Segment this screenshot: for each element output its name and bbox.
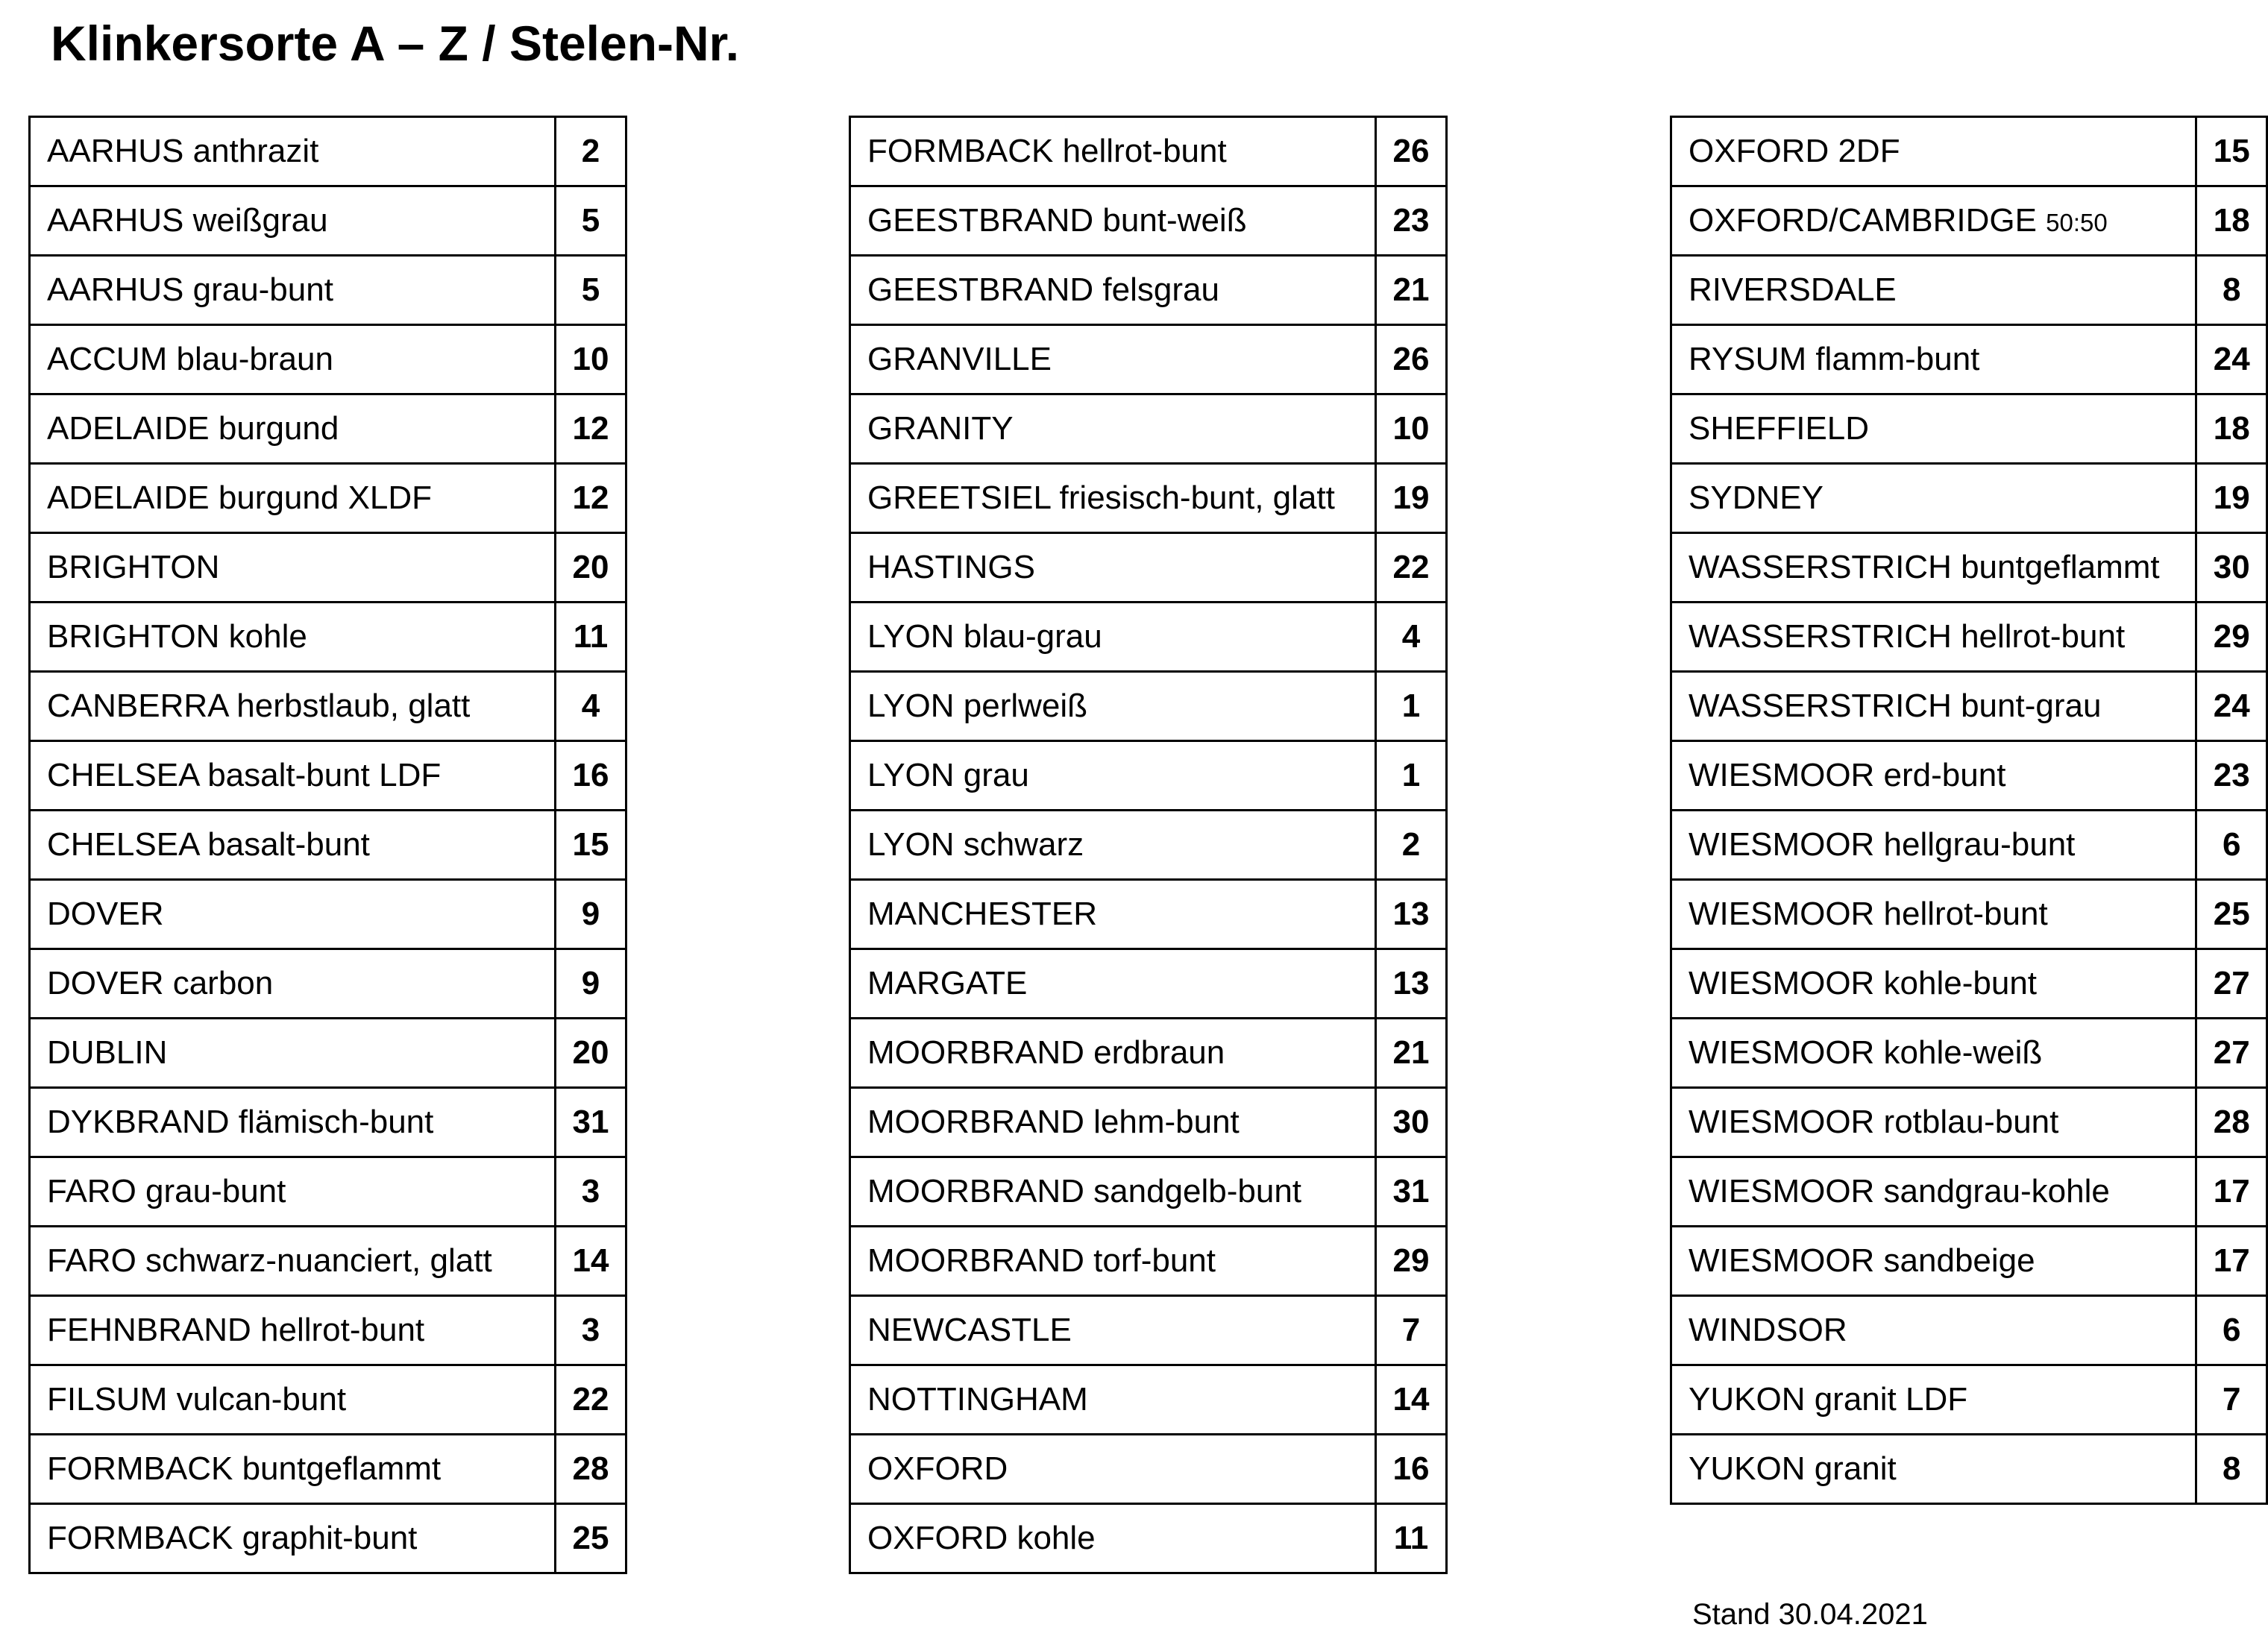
stelen-nr: 31 <box>1376 1157 1447 1227</box>
brick-name-cell <box>30 1088 556 1157</box>
stelen-nr: 11 <box>556 603 626 672</box>
stelen-nr: 8 <box>2196 256 2267 325</box>
stelen-nr: 1 <box>1376 672 1447 741</box>
stelen-nr: 26 <box>1376 325 1447 394</box>
brick-name: LYON grau <box>867 757 1029 793</box>
stelen-nr: 20 <box>556 533 626 603</box>
stelen-nr: 24 <box>2196 325 2267 394</box>
brick-name: WINDSOR <box>1689 1312 1847 1348</box>
brick-name: WIESMOOR hellgrau-bunt <box>1689 826 2076 863</box>
stelen-nr: 4 <box>556 672 626 741</box>
stelen-nr: 7 <box>1376 1296 1447 1365</box>
brick-name-cell <box>1671 1296 2196 1365</box>
brick-name: FORMBACK graphit-bunt <box>47 1520 418 1556</box>
brick-name-cell <box>850 533 1376 603</box>
stelen-nr: 21 <box>1376 1019 1447 1088</box>
table-row <box>850 1365 1447 1435</box>
brick-name-cell <box>30 741 556 811</box>
brick-name-cell <box>30 949 556 1019</box>
brick-name: NOTTINGHAM <box>867 1381 1088 1418</box>
brick-name-cell <box>850 1019 1376 1088</box>
brick-name-cell <box>30 1019 556 1088</box>
table-row <box>30 1365 626 1435</box>
table-row <box>30 1504 626 1573</box>
brick-name: ADELAIDE burgund XLDF <box>47 479 433 516</box>
stelen-nr: 26 <box>1376 117 1447 186</box>
table-row <box>1671 1157 2267 1227</box>
brick-name: AARHUS anthrazit <box>47 133 319 169</box>
stelen-nr: 7 <box>2196 1365 2267 1435</box>
brick-name: LYON perlweiß <box>867 688 1088 724</box>
stelen-nr: 12 <box>556 464 626 533</box>
brick-name: CHELSEA basalt-bunt LDF <box>47 757 442 793</box>
stelen-nr: 18 <box>2196 186 2267 256</box>
table-row <box>1671 256 2267 325</box>
brick-name-cell <box>1671 1088 2196 1157</box>
brick-name-cell <box>850 672 1376 741</box>
brick-name-cell <box>1671 1157 2196 1227</box>
stelen-nr: 18 <box>2196 394 2267 464</box>
stelen-nr: 9 <box>556 880 626 949</box>
stelen-nr: 2 <box>556 117 626 186</box>
stelen-nr: 13 <box>1376 949 1447 1019</box>
table-row <box>1671 811 2267 880</box>
table-row <box>30 117 626 186</box>
brick-name: FARO grau-bunt <box>47 1173 286 1210</box>
brick-name-cell <box>850 1088 1376 1157</box>
brick-name-cell <box>30 325 556 394</box>
stelen-nr: 11 <box>1376 1504 1447 1573</box>
brick-name-cell <box>1671 256 2196 325</box>
brick-name-cell <box>850 1157 1376 1227</box>
stelen-nr: 1 <box>1376 741 1447 811</box>
brick-name-cell <box>30 464 556 533</box>
brick-name-cell <box>30 880 556 949</box>
brick-name-suffix: 50:50 <box>2046 209 2108 236</box>
stelen-nr: 6 <box>2196 811 2267 880</box>
brick-name: AARHUS grau-bunt <box>47 271 333 308</box>
stelen-nr: 28 <box>556 1435 626 1504</box>
brick-name-cell <box>1671 186 2196 256</box>
table-row <box>30 256 626 325</box>
brick-name-cell <box>850 1435 1376 1504</box>
brick-name-cell <box>30 256 556 325</box>
brick-name-cell <box>1671 1365 2196 1435</box>
stelen-nr: 25 <box>2196 880 2267 949</box>
brick-name: DYKBRAND flämisch-bunt <box>47 1104 434 1140</box>
table-row <box>850 1157 1447 1227</box>
brick-name-cell <box>1671 394 2196 464</box>
stelen-nr: 29 <box>2196 603 2267 672</box>
brick-name: LYON blau-grau <box>867 618 1102 655</box>
table-row <box>30 811 626 880</box>
brick-name: DOVER carbon <box>47 965 274 1001</box>
brick-name: CANBERRA herbstlaub, glatt <box>47 688 471 724</box>
stelen-nr: 17 <box>2196 1227 2267 1296</box>
table-row <box>1671 117 2267 186</box>
table-row <box>1671 880 2267 949</box>
table-row <box>30 1435 626 1504</box>
brick-name-cell <box>850 1296 1376 1365</box>
brick-name: GREETSIEL friesisch-bunt, glatt <box>867 479 1335 516</box>
brick-name: GEESTBRAND bunt-weiß <box>867 202 1247 239</box>
brick-name: YUKON granit LDF <box>1689 1381 1968 1418</box>
table-row <box>30 949 626 1019</box>
stelen-nr: 3 <box>556 1157 626 1227</box>
stelen-nr: 15 <box>2196 117 2267 186</box>
brick-name: WIESMOOR rotblau-bunt <box>1689 1104 2059 1140</box>
brick-name-cell <box>30 394 556 464</box>
brick-name: OXFORD/CAMBRIDGE <box>1689 202 2037 239</box>
table-row <box>1671 603 2267 672</box>
brick-name: MOORBRAND lehm-bunt <box>867 1104 1240 1140</box>
brick-name: NEWCASTLE <box>867 1312 1072 1348</box>
stelen-nr: 19 <box>2196 464 2267 533</box>
table-row <box>30 1296 626 1365</box>
brick-name: WIESMOOR sandgrau-kohle <box>1689 1173 2110 1210</box>
stelen-nr: 13 <box>1376 880 1447 949</box>
table-row <box>1671 741 2267 811</box>
table-row <box>850 464 1447 533</box>
brick-name: WIESMOOR hellrot-bunt <box>1689 896 2048 932</box>
brick-name: WASSERSTRICH buntgeflammt <box>1689 549 2160 585</box>
stelen-nr: 14 <box>556 1227 626 1296</box>
brick-name-cell <box>850 811 1376 880</box>
stelen-nr: 16 <box>1376 1435 1447 1504</box>
stelen-nr: 12 <box>556 394 626 464</box>
table-row <box>30 1088 626 1157</box>
brick-name: FORMBACK hellrot-bunt <box>867 133 1227 169</box>
table-row <box>1671 1296 2267 1365</box>
table-row <box>850 741 1447 811</box>
stelen-nr: 30 <box>1376 1088 1447 1157</box>
brick-name-cell <box>850 186 1376 256</box>
brick-name-cell <box>30 672 556 741</box>
brick-name-cell <box>1671 741 2196 811</box>
brick-name: WIESMOOR kohle-weiß <box>1689 1034 2043 1071</box>
brick-name-cell <box>1671 949 2196 1019</box>
brick-name: GEESTBRAND felsgrau <box>867 271 1219 308</box>
stelen-nr: 31 <box>556 1088 626 1157</box>
stelen-nr: 28 <box>2196 1088 2267 1157</box>
stelen-nr: 10 <box>1376 394 1447 464</box>
table-row <box>850 186 1447 256</box>
brick-name: DOVER <box>47 896 164 932</box>
table-row <box>1671 1435 2267 1504</box>
stelen-nr: 19 <box>1376 464 1447 533</box>
stelen-nr: 4 <box>1376 603 1447 672</box>
brick-name: CHELSEA basalt-bunt <box>47 826 370 863</box>
brick-name: SYDNEY <box>1689 479 1823 516</box>
table-row <box>850 117 1447 186</box>
brick-name-cell <box>1671 672 2196 741</box>
brick-name: WASSERSTRICH bunt-grau <box>1689 688 2102 724</box>
brick-name-cell <box>30 1227 556 1296</box>
table-row <box>850 880 1447 949</box>
brick-name-cell <box>30 1504 556 1573</box>
brick-name: WIESMOOR sandbeige <box>1689 1242 2035 1279</box>
brick-name-cell <box>30 117 556 186</box>
brick-name: MARGATE <box>867 965 1028 1001</box>
brick-name-cell <box>30 1435 556 1504</box>
table-row <box>1671 672 2267 741</box>
stelen-nr: 29 <box>1376 1227 1447 1296</box>
brick-name-cell <box>30 533 556 603</box>
table-row <box>850 949 1447 1019</box>
brick-name: DUBLIN <box>47 1034 168 1071</box>
brick-name-cell <box>30 186 556 256</box>
brick-name-cell <box>30 603 556 672</box>
brick-name-cell <box>30 1365 556 1435</box>
table-row <box>850 672 1447 741</box>
table-row <box>850 256 1447 325</box>
table-row <box>850 811 1447 880</box>
stelen-nr: 2 <box>1376 811 1447 880</box>
stelen-nr: 27 <box>2196 949 2267 1019</box>
table-row <box>1671 186 2267 256</box>
table-row <box>850 1019 1447 1088</box>
table-row <box>1671 1088 2267 1157</box>
stelen-nr: 5 <box>556 186 626 256</box>
table-row <box>30 880 626 949</box>
table-row <box>1671 325 2267 394</box>
stand-date: Stand 30.04.2021 <box>1692 1598 1928 1631</box>
stelen-nr: 3 <box>556 1296 626 1365</box>
brick-name-cell <box>30 811 556 880</box>
brick-name-cell <box>850 1365 1376 1435</box>
stelen-nr: 8 <box>2196 1435 2267 1504</box>
brick-name: YUKON granit <box>1689 1450 1897 1487</box>
brick-table-column-2 <box>849 116 1448 1574</box>
table-row <box>850 1296 1447 1365</box>
brick-name: MANCHESTER <box>867 896 1098 932</box>
brick-name-cell <box>1671 533 2196 603</box>
table-row <box>30 672 626 741</box>
table-row <box>850 394 1447 464</box>
brick-name-cell <box>850 603 1376 672</box>
brick-name: GRANVILLE <box>867 341 1052 377</box>
brick-name: FARO schwarz-nuanciert, glatt <box>47 1242 492 1279</box>
brick-name: FEHNBRAND hellrot-bunt <box>47 1312 425 1348</box>
brick-name: SHEFFIELD <box>1689 410 1870 447</box>
table-row <box>1671 1227 2267 1296</box>
brick-name-cell <box>1671 1227 2196 1296</box>
stelen-nr: 22 <box>556 1365 626 1435</box>
brick-name: MOORBRAND erdbraun <box>867 1034 1225 1071</box>
brick-name: HASTINGS <box>867 549 1035 585</box>
brick-name-cell <box>30 1157 556 1227</box>
brick-name: WIESMOOR erd-bunt <box>1689 757 2006 793</box>
brick-name: WASSERSTRICH hellrot-bunt <box>1689 618 2126 655</box>
brick-name-cell <box>850 1227 1376 1296</box>
stelen-nr: 5 <box>556 256 626 325</box>
table-row <box>1671 533 2267 603</box>
table-row <box>1671 464 2267 533</box>
brick-name: AARHUS weißgrau <box>47 202 328 239</box>
table-row <box>850 1088 1447 1157</box>
stelen-nr: 15 <box>556 811 626 880</box>
table-row <box>30 741 626 811</box>
stelen-nr: 10 <box>556 325 626 394</box>
table-row <box>850 325 1447 394</box>
brick-name-cell <box>1671 117 2196 186</box>
brick-name-cell <box>850 741 1376 811</box>
brick-name-cell <box>1671 464 2196 533</box>
brick-name-cell <box>1671 325 2196 394</box>
brick-name-cell <box>850 256 1376 325</box>
brick-name-cell <box>850 117 1376 186</box>
brick-name-cell <box>850 394 1376 464</box>
brick-name-cell <box>1671 1019 2196 1088</box>
brick-name-cell <box>1671 880 2196 949</box>
stelen-nr: 22 <box>1376 533 1447 603</box>
brick-name: MOORBRAND sandgelb-bunt <box>867 1173 1302 1210</box>
table-row <box>850 1435 1447 1504</box>
stelen-nr: 16 <box>556 741 626 811</box>
table-row <box>850 603 1447 672</box>
table-row <box>850 533 1447 603</box>
table-row <box>30 394 626 464</box>
table-row <box>1671 1365 2267 1435</box>
brick-name-cell <box>850 949 1376 1019</box>
brick-name: OXFORD <box>867 1450 1008 1487</box>
page-title: Klinkersorte A – Z / Stelen-Nr. <box>51 16 740 71</box>
brick-name: RIVERSDALE <box>1689 271 1897 308</box>
stelen-nr: 30 <box>2196 533 2267 603</box>
stelen-nr: 6 <box>2196 1296 2267 1365</box>
table-row <box>850 1504 1447 1573</box>
brick-name-cell <box>850 1504 1376 1573</box>
stelen-nr: 9 <box>556 949 626 1019</box>
brick-name: OXFORD kohle <box>867 1520 1096 1556</box>
stelen-nr: 25 <box>556 1504 626 1573</box>
brick-name: FORMBACK buntgeflammt <box>47 1450 442 1487</box>
brick-name: ACCUM blau-braun <box>47 341 333 377</box>
stelen-nr: 27 <box>2196 1019 2267 1088</box>
stelen-nr: 23 <box>1376 186 1447 256</box>
stelen-nr: 21 <box>1376 256 1447 325</box>
brick-name: RYSUM flamm-bunt <box>1689 341 1980 377</box>
brick-table-column-1 <box>28 116 627 1574</box>
brick-name-cell <box>850 325 1376 394</box>
brick-name-cell <box>850 464 1376 533</box>
brick-name: MOORBRAND torf-bunt <box>867 1242 1216 1279</box>
stelen-nr: 23 <box>2196 741 2267 811</box>
brick-name: ADELAIDE burgund <box>47 410 339 447</box>
table-row <box>30 1227 626 1296</box>
stelen-nr: 24 <box>2196 672 2267 741</box>
table-row <box>30 325 626 394</box>
table-row <box>30 186 626 256</box>
stelen-nr: 20 <box>556 1019 626 1088</box>
table-row <box>30 1019 626 1088</box>
table-row <box>850 1227 1447 1296</box>
brick-name: BRIGHTON kohle <box>47 618 307 655</box>
table-row <box>1671 394 2267 464</box>
brick-table-column-3 <box>1670 116 2268 1505</box>
brick-name: WIESMOOR kohle-bunt <box>1689 965 2038 1001</box>
table-row <box>1671 949 2267 1019</box>
brick-name: GRANITY <box>867 410 1014 447</box>
stelen-nr: 17 <box>2196 1157 2267 1227</box>
brick-name: OXFORD 2DF <box>1689 133 1900 169</box>
table-row <box>30 1157 626 1227</box>
brick-name-cell <box>850 880 1376 949</box>
brick-name: LYON schwarz <box>867 826 1084 863</box>
table-row <box>1671 1019 2267 1088</box>
brick-name-cell <box>1671 811 2196 880</box>
brick-name: FILSUM vulcan-bunt <box>47 1381 347 1418</box>
brick-name-cell <box>30 1296 556 1365</box>
stelen-nr: 14 <box>1376 1365 1447 1435</box>
brick-name: BRIGHTON <box>47 549 220 585</box>
brick-name-cell <box>1671 1435 2196 1504</box>
table-row <box>30 533 626 603</box>
table-row <box>30 464 626 533</box>
table-row <box>30 603 626 672</box>
brick-name-cell <box>1671 603 2196 672</box>
